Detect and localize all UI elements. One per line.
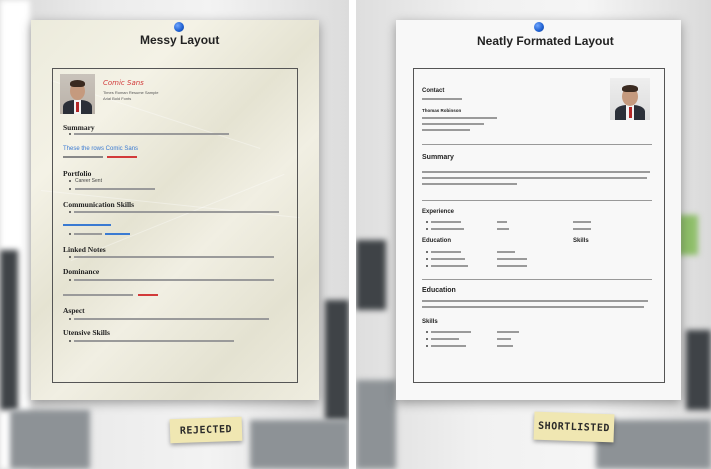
neat-heading: Education	[422, 287, 456, 294]
bg-chair	[0, 250, 18, 410]
pushpin-icon	[174, 22, 184, 32]
neat-divider	[422, 200, 652, 201]
pushpin-icon	[534, 22, 544, 32]
panel-divider	[349, 0, 356, 469]
neat-heading: Skills	[573, 238, 589, 244]
neat-contact-heading: Contact	[422, 88, 445, 94]
neat-name: Thomas Robinson	[422, 108, 462, 113]
bg-plant	[678, 215, 698, 255]
neat-heading: Experience	[422, 209, 455, 215]
rejected-sticky-note: REJECTED	[170, 417, 243, 443]
messy-heading: Portfolio	[63, 169, 92, 178]
messy-heading: Aspect	[63, 306, 85, 315]
bg-chair-right	[325, 300, 349, 420]
messy-bullet: Career Sent	[75, 178, 102, 184]
bg-monitor	[356, 240, 386, 310]
bg-chair	[686, 330, 711, 410]
messy-heading: Linked Notes	[63, 245, 106, 254]
messy-avatar	[60, 74, 95, 114]
bg-desk	[10, 410, 90, 469]
messy-heading: Communication Skills	[63, 200, 135, 209]
neat-divider	[422, 144, 652, 145]
messy-heading: Utensive Skills	[63, 328, 110, 337]
messy-heading: Dominance	[63, 267, 100, 276]
bg-cabinet	[356, 380, 396, 469]
messy-layout-title: Messy Layout	[140, 33, 220, 47]
messy-subline: Arial Bold Fonts	[103, 96, 132, 101]
messy-heading: These the rows Comic Sans	[63, 146, 139, 152]
neat-heading: Summary	[422, 154, 454, 161]
neat-divider	[422, 279, 652, 280]
neat-avatar	[610, 78, 650, 120]
bg-floor	[250, 420, 349, 469]
neat-heading: Education	[422, 238, 452, 244]
messy-name: Comic Sans	[103, 79, 144, 87]
messy-heading: Summary	[63, 123, 95, 132]
shortlisted-sticky-note: SHORTLISTED	[534, 412, 615, 443]
neat-layout-title: Neatly Formated Layout	[477, 34, 614, 48]
messy-subline: Times Roman Resume Sample	[103, 90, 159, 95]
neat-heading: Skills	[422, 319, 438, 325]
